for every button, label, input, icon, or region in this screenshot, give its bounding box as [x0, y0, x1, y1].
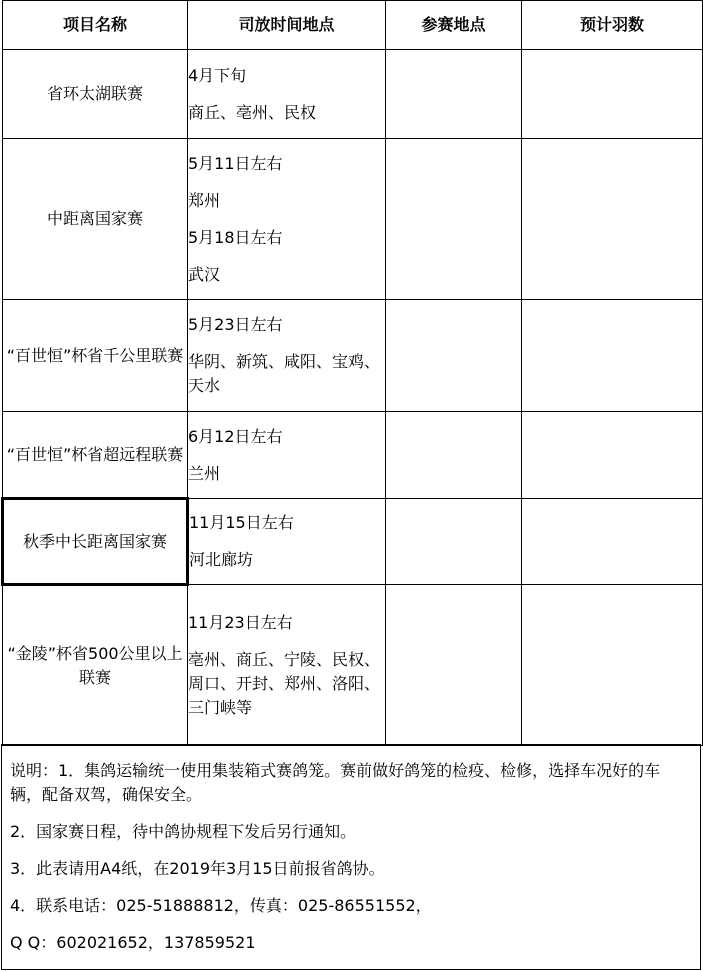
note-line: 3．此表请用A4纸，在2019年3月15日前报省鸽协。 [10, 859, 385, 878]
release-line: 4月下旬 [188, 65, 247, 85]
race-name: 省环太湖联赛 [3, 50, 188, 139]
note-line: 说明：1．集鸽运输统一使用集装箱式赛鸽笼。赛前做好鸽笼的检疫、检修，选择车况好的车辆，配备双驾，确保安全。 [10, 761, 661, 804]
release-line: 11月15日左右 [189, 513, 294, 532]
table-row [3, 412, 703, 499]
expected-count-cell[interactable] [522, 50, 703, 139]
table-row [3, 499, 703, 585]
race-name: 秋季中长距离国家赛 [3, 499, 188, 585]
participation-place-cell[interactable] [386, 139, 522, 300]
header-participation-place: 参赛地点 [386, 1, 522, 50]
header-release-time-place: 司放时间地点 [188, 1, 386, 50]
release-line: 华阴、新筑、咸阳、宝鸡、天水 [188, 352, 381, 395]
release-line: 11月23日左右 [188, 612, 293, 632]
table-row [3, 50, 703, 139]
notes-section [1, 744, 701, 970]
release-line: 兰州 [188, 463, 221, 483]
expected-count-cell[interactable] [522, 585, 703, 746]
header-expected-count: 预计羽数 [522, 1, 703, 50]
release-line: 武汉 [188, 264, 221, 284]
release-line: 5月23日左右 [188, 315, 283, 334]
release-line: 亳州、商丘、宁陵、民权、周口、开封、郑州、洛阳、三门峡等 [188, 649, 381, 717]
release-line: 郑州 [188, 190, 221, 210]
release-time-place [188, 412, 386, 499]
race-name: 中距离国家赛 [3, 139, 188, 300]
release-line: 5月18日左右 [188, 227, 283, 247]
release-time-place [188, 50, 386, 139]
release-line: 河北廊坊 [189, 550, 254, 569]
release-time-place [188, 585, 386, 746]
participation-place-cell[interactable] [386, 50, 522, 139]
participation-place-cell[interactable] [386, 499, 522, 585]
expected-count-cell[interactable] [522, 499, 703, 585]
race-name: “百世恒”杯省超远程联赛 [3, 412, 188, 499]
table-row [3, 585, 703, 746]
release-line: 商丘、亳州、民权 [188, 102, 317, 122]
participation-place-cell[interactable] [386, 412, 522, 499]
race-name: “金陵”杯省500公里以上联赛 [3, 585, 188, 746]
table-row [3, 300, 703, 412]
table-row [3, 139, 703, 300]
release-line: 6月12日左右 [188, 426, 283, 446]
note-line: 4．联系电话：025-51888812，传真：025-86551552， [10, 896, 432, 915]
header-project-name: 项目名称 [3, 1, 188, 50]
release-time-place [188, 139, 386, 300]
race-schedule-table [1, 0, 703, 746]
participation-place-cell[interactable] [386, 585, 522, 746]
note-line: 2．国家赛日程，待中鸽协规程下发后另行通知。 [10, 822, 357, 841]
note-line: Q Q：602021652，137859521 [10, 933, 256, 952]
race-name: “百世恒”杯省千公里联赛 [3, 300, 188, 412]
expected-count-cell[interactable] [522, 300, 703, 412]
release-line: 5月11日左右 [188, 153, 283, 173]
expected-count-cell[interactable] [522, 139, 703, 300]
participation-place-cell[interactable] [386, 300, 522, 412]
table-header-row [3, 1, 703, 50]
expected-count-cell[interactable] [522, 412, 703, 499]
release-time-place [188, 499, 386, 585]
release-time-place [188, 300, 386, 412]
